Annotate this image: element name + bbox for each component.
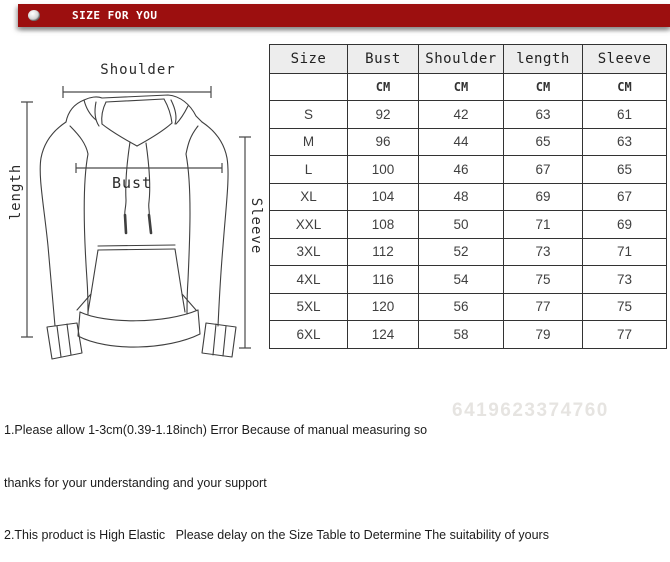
unit-cell: CM (504, 74, 583, 101)
shoulder-cell: 50 (419, 211, 504, 239)
table-row (270, 238, 667, 266)
note-line-2: thanks for your understanding and your support (4, 475, 267, 490)
length-cell: 69 (504, 183, 583, 211)
shoulder-cell: 48 (419, 183, 504, 211)
bust-cell: 108 (348, 211, 419, 239)
sleeve-cell: 71 (583, 238, 667, 266)
sleeve-cell: 67 (583, 183, 667, 211)
col-header-length: length (504, 45, 583, 74)
size-for-you-banner (18, 4, 670, 27)
watermark-text: 6419623374760 (452, 400, 609, 421)
shoulder-cell: 46 (419, 156, 504, 184)
length-cell: 79 (504, 321, 583, 349)
sleeve-dimension-label: Sleeve (248, 197, 264, 255)
size-cell: M (270, 128, 348, 156)
length-cell: 71 (504, 211, 583, 239)
size-cell: XL (270, 183, 348, 211)
col-header-shoulder: Shoulder (419, 45, 504, 74)
bust-cell: 104 (348, 183, 419, 211)
note-line-1: 1.Please allow 1-3cm(0.39-1.18inch) Error Because of manual measuring so (4, 423, 428, 437)
shoulder-cell: 58 (419, 321, 504, 349)
bust-cell: 92 (348, 101, 419, 129)
bust-cell: 124 (348, 321, 419, 349)
table-header-row (270, 45, 667, 74)
size-chart-table (269, 44, 667, 349)
hoodie-outline (40, 95, 236, 359)
measurement-notes (4, 387, 604, 562)
size-cell: 4XL (270, 266, 348, 294)
length-cell: 65 (504, 128, 583, 156)
size-cell: 5XL (270, 293, 348, 321)
grommet-icon (28, 10, 40, 21)
note-line-3: 2.This product is High Elastic Please delay on the Size Table to Determine The suitability of yours (4, 528, 549, 542)
sleeve-cell: 61 (583, 101, 667, 129)
unit-cell: CM (583, 74, 667, 101)
unit-cell: CM (348, 74, 419, 101)
size-cell: 6XL (270, 321, 348, 349)
table-row (270, 128, 667, 156)
sleeve-cell: 65 (583, 156, 667, 184)
size-cell: XXL (270, 211, 348, 239)
bust-cell: 96 (348, 128, 419, 156)
bust-cell: 120 (348, 293, 419, 321)
length-cell: 75 (504, 266, 583, 294)
size-cell: 3XL (270, 238, 348, 266)
bust-cell: 116 (348, 266, 419, 294)
table-row (270, 266, 667, 294)
shoulder-cell: 44 (419, 128, 504, 156)
shoulder-cell: 42 (419, 101, 504, 129)
length-cell: 67 (504, 156, 583, 184)
shoulder-cell: 52 (419, 238, 504, 266)
bust-cell: 112 (348, 238, 419, 266)
sleeve-cell: 69 (583, 211, 667, 239)
sleeve-cell: 75 (583, 293, 667, 321)
sleeve-cell: 73 (583, 266, 667, 294)
table-row (270, 321, 667, 349)
hoodie-measurement-diagram (0, 36, 268, 388)
shoulder-cell: 54 (419, 266, 504, 294)
length-cell: 63 (504, 101, 583, 129)
sleeve-cell: 63 (583, 128, 667, 156)
banner-title: SIZE FOR YOU (72, 9, 158, 22)
length-cell: 73 (504, 238, 583, 266)
col-header-sleeve: Sleeve (583, 45, 667, 74)
table-row (270, 156, 667, 184)
unit-cell: CM (419, 74, 504, 101)
size-cell: S (270, 101, 348, 129)
table-row (270, 293, 667, 321)
length-dimension-label: length (8, 163, 24, 221)
hoodie-line-drawing (0, 36, 268, 388)
shoulder-dimension-label: Shoulder (100, 62, 176, 78)
sleeve-cell: 77 (583, 321, 667, 349)
bust-cell: 100 (348, 156, 419, 184)
table-row (270, 211, 667, 239)
unit-cell (270, 74, 348, 101)
col-header-bust: Bust (348, 45, 419, 74)
table-row (270, 183, 667, 211)
col-header-size: Size (270, 45, 348, 74)
table-unit-row (270, 74, 667, 101)
table-row (270, 101, 667, 129)
bust-dimension-label: Bust (111, 174, 153, 192)
measurement-lines (21, 86, 251, 348)
size-cell: L (270, 156, 348, 184)
length-cell: 77 (504, 293, 583, 321)
shoulder-cell: 56 (419, 293, 504, 321)
